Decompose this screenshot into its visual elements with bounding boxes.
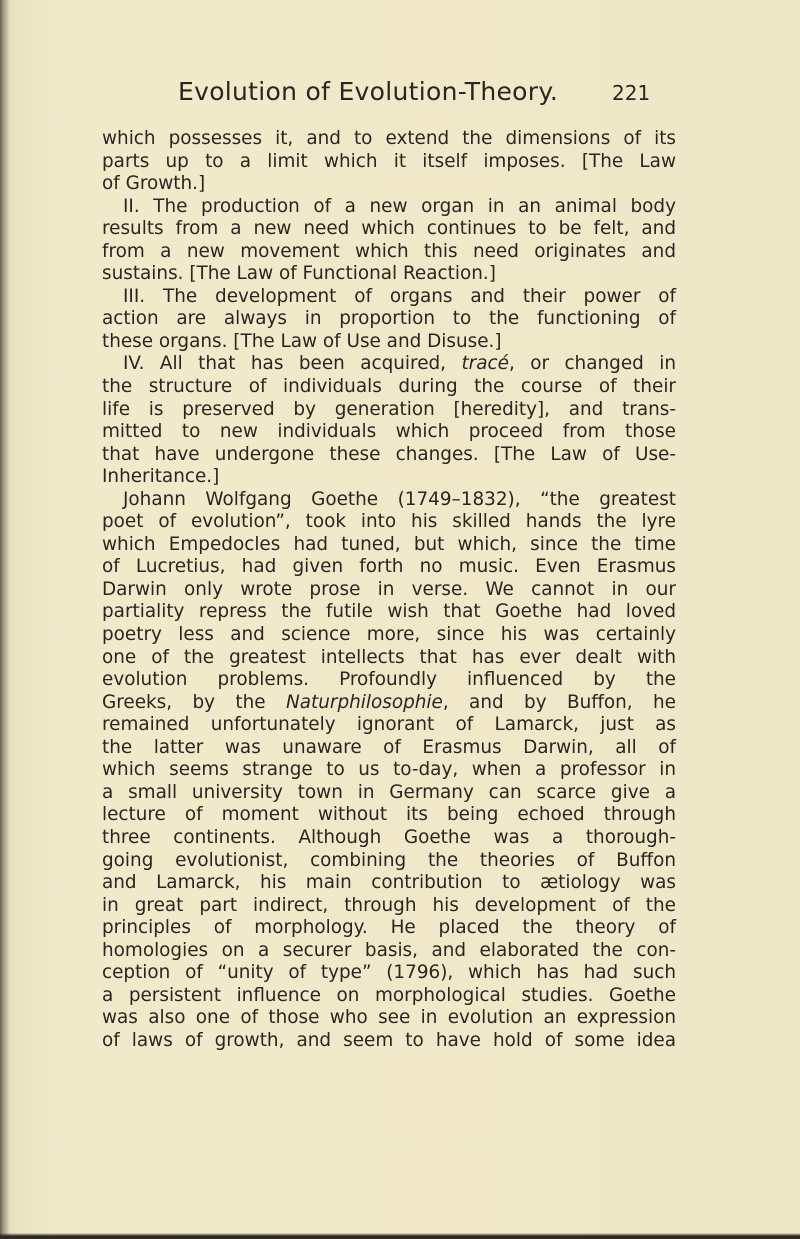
text-line: going evolutionist, combining the theories of Buffon: [102, 849, 676, 871]
text-line: poet of evolution”, took into his skilled hands the lyre: [102, 511, 676, 533]
text-line: a small university town in Germany can scarce give a: [102, 781, 676, 803]
page-number: 221: [612, 81, 651, 105]
text-line: life is preserved by generation [heredity], and trans-: [102, 398, 676, 420]
text-line: in great part indirect, through his development of the: [102, 894, 676, 916]
text-line: remained unfortunately ignorant of Lamarck, just as: [102, 714, 676, 736]
bottom-edge: [0, 1233, 800, 1239]
text-line: of laws of growth, and seem to have hold of some idea: [102, 1029, 676, 1051]
body-text: [102, 128, 676, 1052]
text-line: III. The development of organs and their power of: [123, 285, 676, 307]
text-line: ception of “unity of type” (1796), which has had such: [102, 962, 676, 984]
text-line: a persistent influence on morphological studies. Goethe: [102, 984, 676, 1006]
italic-term: Naturphilosophie: [285, 691, 443, 713]
text-line: which possesses it, and to extend the dimensions of its: [102, 128, 676, 149]
text-line: IV. All that has been acquired, tracé, or changed in: [123, 353, 676, 375]
text-line: mitted to new individuals which proceed from those: [102, 421, 676, 443]
text-line: action are always in proportion to the functioning of: [102, 308, 676, 330]
text-line: Johann Wolfgang Goethe (1749–1832), “the greatest: [123, 488, 676, 510]
text-line: partiality repress the futile wish that Goethe had loved: [102, 601, 676, 623]
text-line: that have undergone these changes. [The Law of Use-: [102, 443, 676, 465]
text-line: principles of morphology. He placed the theory of: [102, 917, 676, 939]
running-title: Evolution of Evolution-Theory.: [178, 77, 559, 106]
text-line: evolution problems. Profoundly influenced by the: [102, 669, 676, 691]
text-line: Darwin only wrote prose in verse. We cannot in our: [102, 578, 676, 600]
text-line: results from a new need which continues to be felt, and: [102, 218, 676, 240]
text-line: II. The production of a new organ in an animal body: [123, 195, 676, 217]
text-line: of Growth.]: [102, 173, 206, 195]
text-line: Greeks, by the Naturphilosophie, and by Buffon, he: [102, 691, 676, 713]
text-line: was also one of those who see in evolution an expression: [102, 1007, 676, 1029]
text-line: sustains. [The Law of Functional Reaction.]: [102, 263, 496, 285]
spine-shadow: [0, 0, 10, 1239]
page-header: [0, 75, 800, 115]
text-line: and Lamarck, his main contribution to ætiology was: [102, 872, 676, 894]
text-line: parts up to a limit which it itself imposes. [The Law: [102, 150, 676, 172]
text-line: poetry less and science more, since his was certainly: [102, 624, 676, 646]
text-line: which seems strange to us to-day, when a professor in: [102, 759, 676, 781]
text-line: three continents. Although Goethe was a thorough-: [102, 826, 676, 848]
text-line: these organs. [The Law of Use and Disuse.]: [102, 330, 502, 352]
text-line: of Lucretius, had given forth no music. Even Erasmus: [102, 556, 676, 578]
italic-term: tracé: [461, 353, 509, 375]
text-line: the structure of individuals during the course of their: [102, 376, 676, 398]
text-line: which Empedocles had tuned, but which, since the time: [102, 533, 676, 555]
text-line: from a new movement which this need originates and: [102, 240, 676, 262]
text-line: lecture of moment without its being echoed through: [102, 804, 676, 826]
text-line: homologies on a securer basis, and elaborated the con-: [102, 939, 676, 961]
text-line: one of the greatest intellects that has ever dealt with: [102, 646, 676, 668]
text-line: the latter was unaware of Erasmus Darwin, all of: [102, 736, 676, 758]
text-line: Inheritance.]: [102, 466, 220, 488]
